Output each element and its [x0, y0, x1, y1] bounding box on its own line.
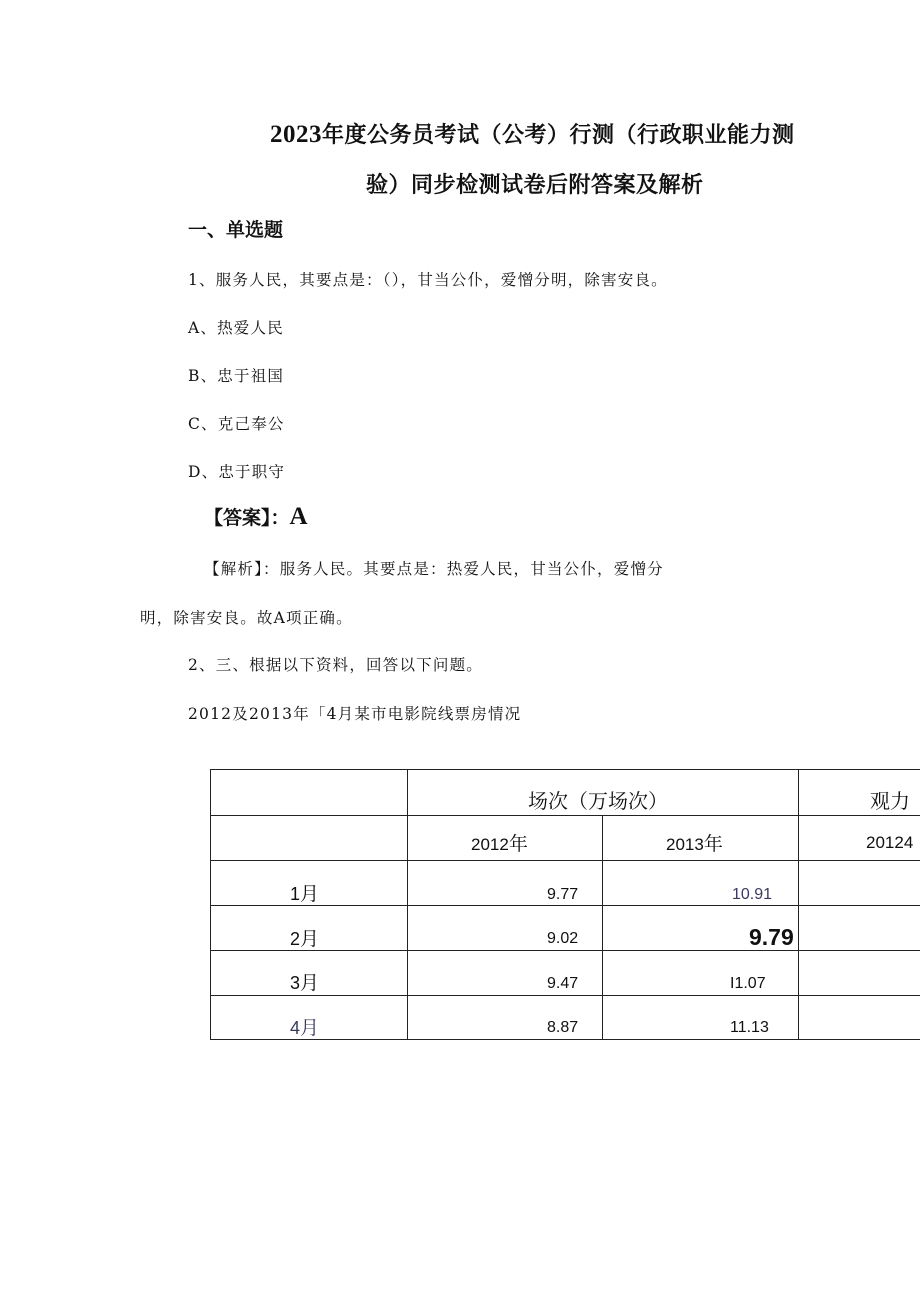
row-month-3: 3月 — [290, 972, 320, 994]
header-year-audience: 20124 — [866, 833, 914, 852]
header-year-2012: 2012年 — [471, 833, 528, 855]
analysis-line-2: 明，除害安良。故A项正确。 — [140, 609, 353, 627]
row-month-4: 4月 — [290, 1017, 320, 1039]
table-rule — [210, 769, 920, 770]
option-d: D、忠于职守 — [188, 463, 286, 481]
answer-label: 【答案】： — [204, 507, 290, 529]
table-rule — [798, 769, 799, 1040]
table-rule — [210, 860, 920, 861]
option-b: B、忠于祖国 — [188, 367, 285, 385]
cell-2013-jan: 10.91 — [732, 886, 773, 903]
cell-2013-apr: 11.13 — [730, 1019, 769, 1036]
cell-2013-mar: I1.07 — [730, 975, 766, 992]
header-year-2013: 2013年 — [666, 833, 723, 855]
analysis-line-1: 【解析】：服务人民。其要点是：热爱人民，甘当公仆，爱憎分 — [204, 560, 664, 578]
table-rule — [602, 815, 603, 1040]
section-heading: 一、单选题 — [188, 219, 284, 241]
cell-2013-feb: 9.79 — [749, 924, 794, 950]
table-rule — [407, 769, 408, 1040]
cell-2012-apr: 8.87 — [547, 1019, 579, 1036]
table-caption: 2012及2013年「4月某市电影院线票房情况 — [188, 705, 522, 723]
cell-2012-jan: 9.77 — [547, 886, 579, 903]
title-year: 2023 — [270, 121, 322, 148]
cell-2012-mar: 9.47 — [547, 975, 579, 992]
row-month-1: 1月 — [290, 883, 320, 905]
table-rule — [210, 815, 920, 816]
answer-value: A — [289, 503, 308, 530]
option-a: A、热爱人民 — [188, 319, 284, 337]
question-1-stem: 1、服务人民，其要点是：（），甘当公仆，爱憎分明，除害安良。 — [188, 271, 668, 289]
table-rule — [210, 769, 211, 1040]
cell-2012-feb: 9.02 — [547, 930, 579, 947]
header-audience: 观力 — [870, 789, 910, 813]
question-2-stem: 2、三、根据以下资料，回答以下问题。 — [188, 656, 483, 674]
option-c: C、克己奉公 — [188, 415, 285, 433]
row-month-2: 2月 — [290, 928, 320, 950]
document-title-line1 — [270, 118, 795, 149]
title-line1-text: 年度公务员考试（公考）行测（行政职业能力测 — [322, 123, 795, 148]
document-title-line2: 验）同步检测试卷后附答案及解析 — [366, 173, 704, 198]
box-office-table — [210, 769, 920, 1041]
table-rule — [210, 995, 920, 996]
header-screenings: 场次（万场次） — [528, 789, 668, 813]
answer-line — [204, 503, 308, 531]
